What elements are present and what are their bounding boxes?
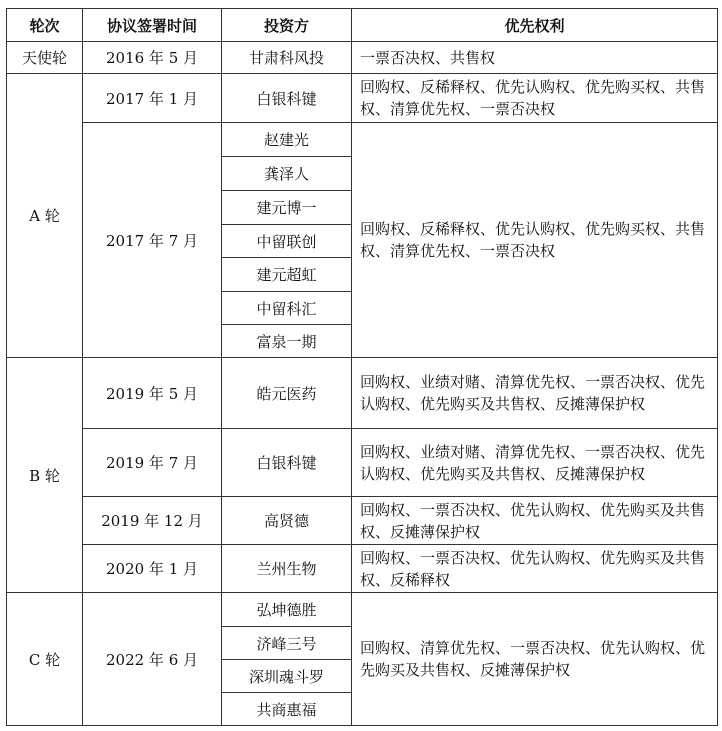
table-row — [7, 545, 718, 593]
investor-cell: 共商惠福 — [222, 693, 352, 726]
rights-cell: 回购权、一票否决权、优先认购权、优先购买及共售权、反稀释权 — [352, 545, 718, 593]
header-investor: 投资方 — [222, 9, 352, 42]
investor-rights-table — [6, 8, 718, 726]
table-row — [7, 497, 718, 545]
rights-cell: 回购权、业绩对赌、清算优先权、一票否决权、优先认购权、优先购买及共售权、反摊薄保护权 — [352, 429, 718, 497]
investor-cell: 甘肃科风投 — [222, 42, 352, 74]
date-cell: 2017 年 7 月 — [83, 123, 222, 358]
round-cell-angel: 天使轮 — [7, 42, 83, 74]
table-row — [7, 74, 718, 123]
round-cell-c: C 轮 — [7, 593, 83, 726]
rights-table-container — [6, 8, 718, 726]
date-cell: 2017 年 1 月 — [83, 74, 222, 123]
date-cell: 2022 年 6 月 — [83, 593, 222, 726]
table-row — [7, 123, 718, 157]
date-cell: 2019 年 12 月 — [83, 497, 222, 545]
investor-cell: 建元博一 — [222, 191, 352, 225]
rights-cell: 回购权、业绩对赌、清算优先权、一票否决权、优先认购权、优先购买及共售权、反摊薄保护权 — [352, 358, 718, 429]
rights-cell: 回购权、一票否决权、优先认购权、优先购买及共售权、反摊薄保护权 — [352, 497, 718, 545]
investor-cell: 龚泽人 — [222, 157, 352, 191]
header-sign-date: 协议签署时间 — [83, 9, 222, 42]
date-cell: 2019 年 7 月 — [83, 429, 222, 497]
investor-cell: 弘坤德胜 — [222, 593, 352, 627]
rights-cell: 回购权、反稀释权、优先认购权、优先购买权、共售权、清算优先权、一票否决权 — [352, 123, 718, 358]
investor-cell: 白银科键 — [222, 429, 352, 497]
investor-cell: 富泉一期 — [222, 325, 352, 358]
rights-cell: 回购权、清算优先权、一票否决权、优先认购权、优先购买及共售权、反摊薄保护权 — [352, 593, 718, 726]
investor-cell: 高贤德 — [222, 497, 352, 545]
table-row — [7, 593, 718, 627]
investor-cell: 深圳魂斗罗 — [222, 660, 352, 693]
investor-cell: 皓元医药 — [222, 358, 352, 429]
investor-cell: 赵建光 — [222, 123, 352, 157]
table-row — [7, 429, 718, 497]
table-row — [7, 42, 718, 74]
header-round: 轮次 — [7, 9, 83, 42]
investor-cell: 济峰三号 — [222, 627, 352, 660]
rights-cell: 回购权、反稀释权、优先认购权、优先购买权、共售权、清算优先权、一票否决权 — [352, 74, 718, 123]
date-cell: 2016 年 5 月 — [83, 42, 222, 74]
investor-cell: 中留科汇 — [222, 292, 352, 325]
investor-cell: 中留联创 — [222, 225, 352, 258]
investor-cell: 白银科键 — [222, 74, 352, 123]
investor-cell: 建元超虹 — [222, 258, 352, 292]
header-row — [7, 9, 718, 42]
round-cell-b: B 轮 — [7, 358, 83, 593]
table-row — [7, 358, 718, 429]
header-priority-rights: 优先权利 — [352, 9, 718, 42]
date-cell: 2020 年 1 月 — [83, 545, 222, 593]
round-cell-a: A 轮 — [7, 74, 83, 358]
investor-cell: 兰州生物 — [222, 545, 352, 593]
rights-cell: 一票否决权、共售权 — [352, 42, 718, 74]
date-cell: 2019 年 5 月 — [83, 358, 222, 429]
